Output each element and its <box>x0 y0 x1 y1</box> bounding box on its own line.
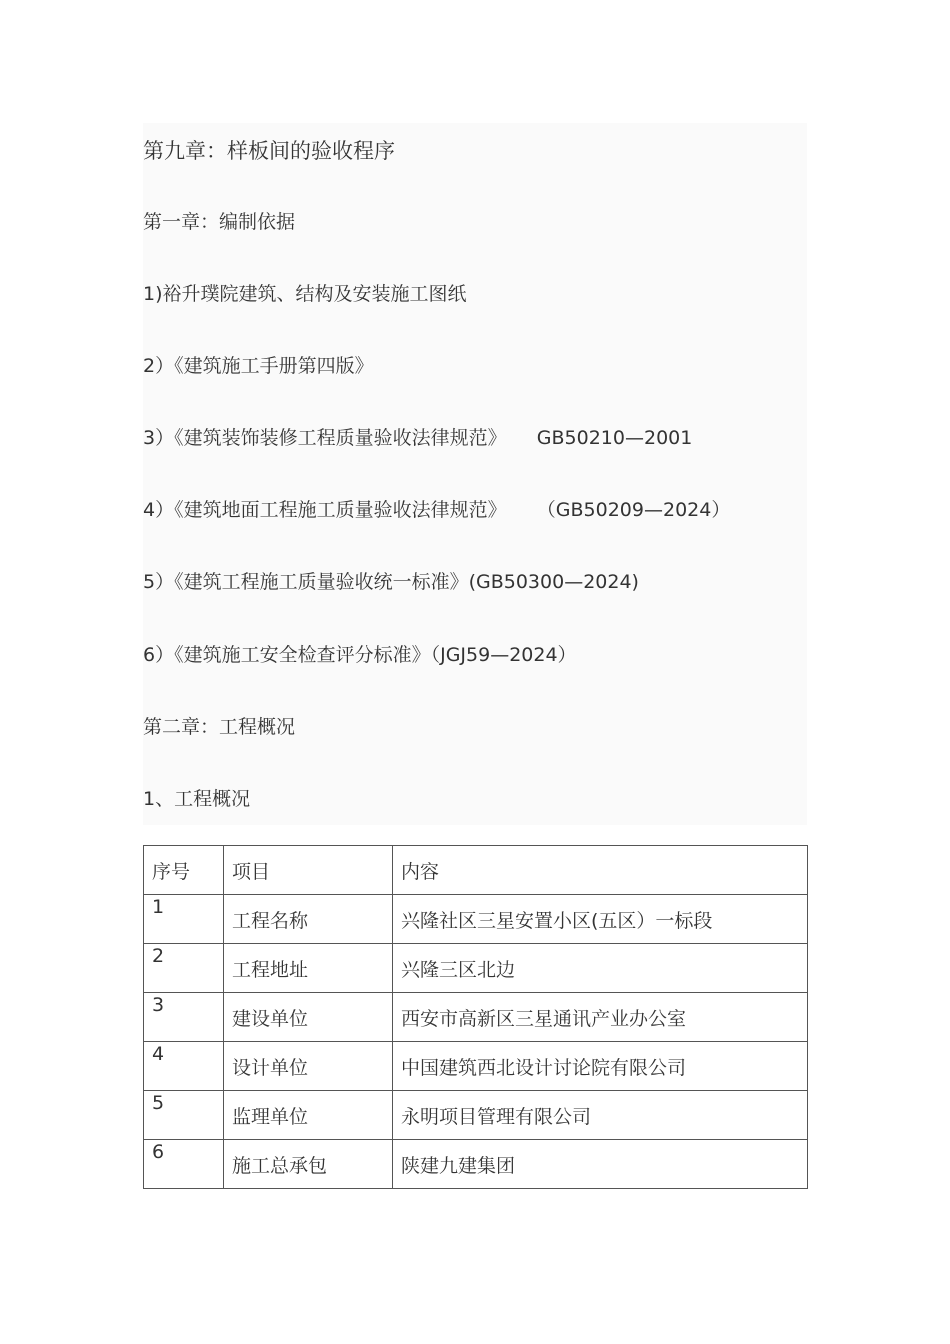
section-heading-basis: 第一章：编制依据 <box>143 211 296 233</box>
row-number: 6 <box>144 1140 224 1189</box>
basis-item-6: 6）《建筑施工安全检查评分标准》（JGJ59—2024） <box>143 644 577 666</box>
row-number: 1 <box>144 895 224 944</box>
row-number: 4 <box>144 1042 224 1091</box>
basis-item-1: 1)裕升璞院建筑、结构及安装施工图纸 <box>143 283 467 305</box>
row-number: 5 <box>144 1091 224 1140</box>
basis-item-2: 2）《建筑施工手册第四版》 <box>143 355 374 377</box>
table-row <box>144 1091 808 1140</box>
subsection-heading-overview: 1、工程概况 <box>143 788 251 810</box>
basis-item-3: 3）《建筑装饰装修工程质量验收法律规范》 GB50210—2001 <box>143 427 693 449</box>
row-item: 监理单位 <box>224 1091 393 1140</box>
header-cell-content: 内容 <box>393 846 808 895</box>
row-content: 兴隆社区三星安置小区(五区）一标段 <box>393 895 808 944</box>
section-heading-overview: 第二章：工程概况 <box>143 716 296 738</box>
table-header-row <box>144 846 808 895</box>
row-content: 陕建九建集团 <box>393 1140 808 1189</box>
table-row <box>144 1140 808 1189</box>
row-item: 设计单位 <box>224 1042 393 1091</box>
chapter-title: 第九章：样板间的验收程序 <box>143 139 395 163</box>
row-item: 工程地址 <box>224 944 393 993</box>
table-row <box>144 944 808 993</box>
row-number: 3 <box>144 993 224 1042</box>
row-content: 西安市高新区三星通讯产业办公室 <box>393 993 808 1042</box>
header-cell-number: 序号 <box>144 846 224 895</box>
row-item: 施工总承包 <box>224 1140 393 1189</box>
table-row <box>144 1042 808 1091</box>
project-overview-table <box>143 845 808 1189</box>
row-content: 永明项目管理有限公司 <box>393 1091 808 1140</box>
basis-item-5: 5）《建筑工程施工质量验收统一标准》(GB50300—2024) <box>143 571 639 593</box>
row-content: 兴隆三区北边 <box>393 944 808 993</box>
basis-item-4: 4）《建筑地面工程施工质量验收法律规范》 （GB50209—2024） <box>143 499 731 521</box>
row-number: 2 <box>144 944 224 993</box>
header-cell-item: 项目 <box>224 846 393 895</box>
table-row <box>144 993 808 1042</box>
row-item: 工程名称 <box>224 895 393 944</box>
table-row <box>144 895 808 944</box>
row-content: 中国建筑西北设计讨论院有限公司 <box>393 1042 808 1091</box>
row-item: 建设单位 <box>224 993 393 1042</box>
